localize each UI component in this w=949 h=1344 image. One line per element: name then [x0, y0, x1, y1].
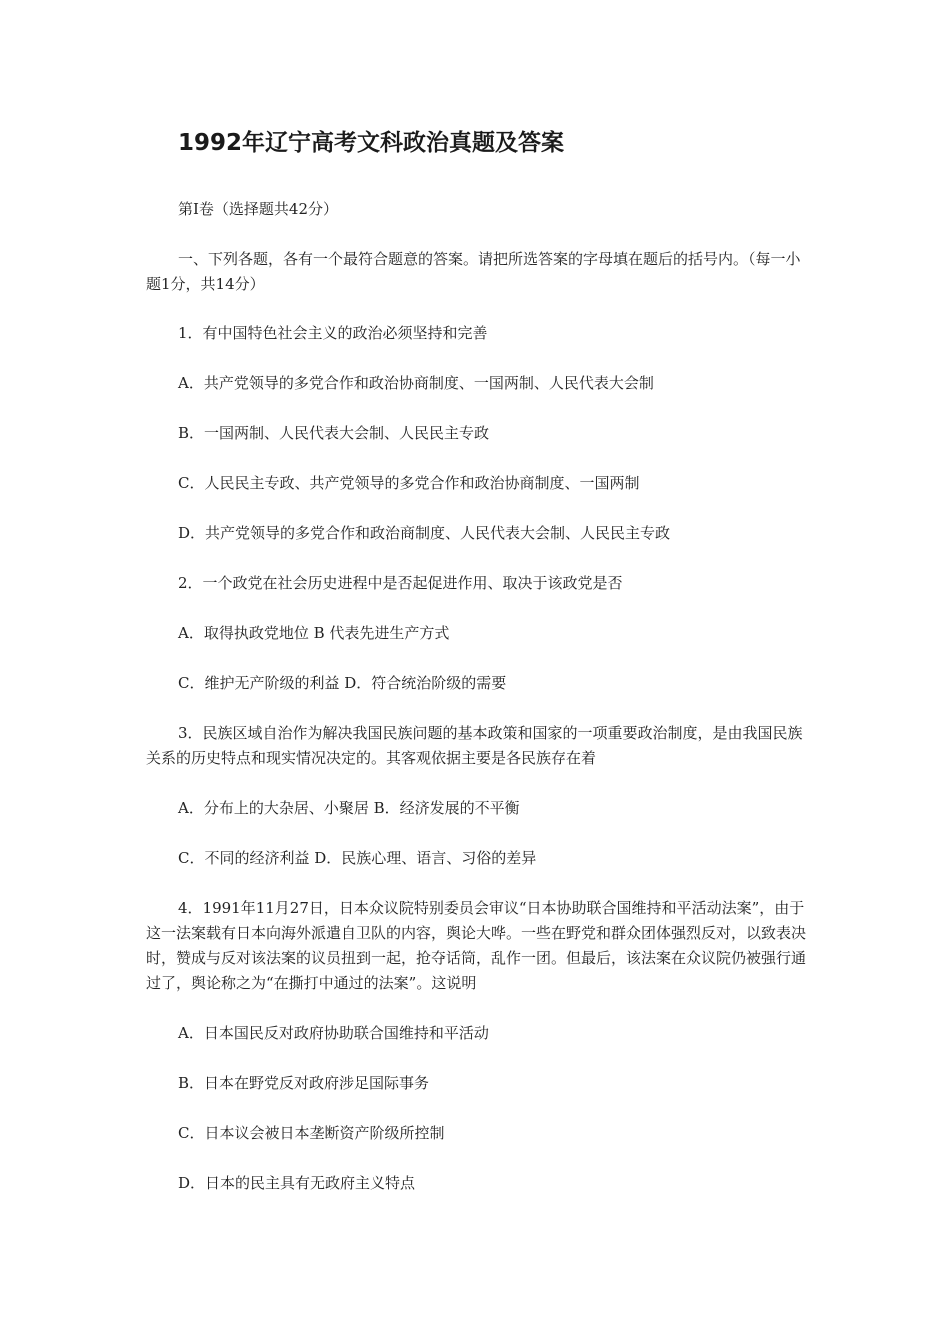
- section-heading: 第Ⅰ卷（选择题共42分）: [178, 200, 339, 218]
- question-1-stem: 1．有中国特色社会主义的政治必须坚持和完善: [178, 324, 488, 342]
- question-4-option-d: D．日本的民主具有无政府主义特点: [178, 1174, 416, 1192]
- question-3-stem: 3．民族区域自治作为解决我国民族问题的基本政策和国家的一项重要政治制度，是由我国民族关系的历史特点和现实情况决定的。其客观依据主要是各民族存在着: [146, 724, 803, 767]
- question-3-options-ab: A．分布上的大杂居、小聚居 B．经济发展的不平衡: [178, 799, 520, 817]
- question-4-option-b: B．日本在野党反对政府涉足国际事务: [178, 1074, 430, 1092]
- question-1-option-c: C．人民民主专政、共产党领导的多党合作和政治协商制度、一国两制: [178, 474, 640, 492]
- question-1-option-d: D．共产党领导的多党合作和政治商制度、人民代表大会制、人民民主专政: [178, 524, 671, 542]
- question-4-option-a: A．日本国民反对政府协助联合国维持和平活动: [178, 1024, 489, 1042]
- question-2-options-cd: C．维护无产阶级的利益 D．符合统治阶级的需要: [178, 674, 507, 692]
- instructions-paragraph: 一、下列各题，各有一个最符合题意的答案。请把所选答案的字母填在题后的括号内。（每一小题1分，共14分）: [146, 250, 801, 293]
- question-4-stem: 4．1991年11月27日，日本众议院特别委员会审议“日本协助联合国维持和平活动法案”，由于这一法案载有日本向海外派遣自卫队的内容，舆论大哗。一些在野党和群众团体强烈反对，以致表决时，赞成与反对该法案的议员扭到一起，抢夺话筒，乱作一团。但最后，该法案在众议院仍被强行通过了，舆论称之为“在撕打中通过的法案”。这说明: [146, 899, 807, 992]
- document-title: 1992年辽宁高考文科政治真题及答案: [178, 130, 565, 156]
- question-2-options-ab: A．取得执政党地位 B 代表先进生产方式: [178, 624, 450, 642]
- question-1-option-b: B．一国两制、人民代表大会制、人民民主专政: [178, 424, 490, 442]
- question-4-option-c: C．日本议会被日本垄断资产阶级所控制: [178, 1124, 445, 1142]
- question-3-options-cd: C．不同的经济利益 D．民族心理、语言、习俗的差异: [178, 849, 537, 867]
- question-2-stem: 2．一个政党在社会历史进程中是否起促进作用、取决于该政党是否: [178, 574, 623, 592]
- question-1-option-a: A．共产党领导的多党合作和政治协商制度、一国两制、人民代表大会制: [178, 374, 654, 392]
